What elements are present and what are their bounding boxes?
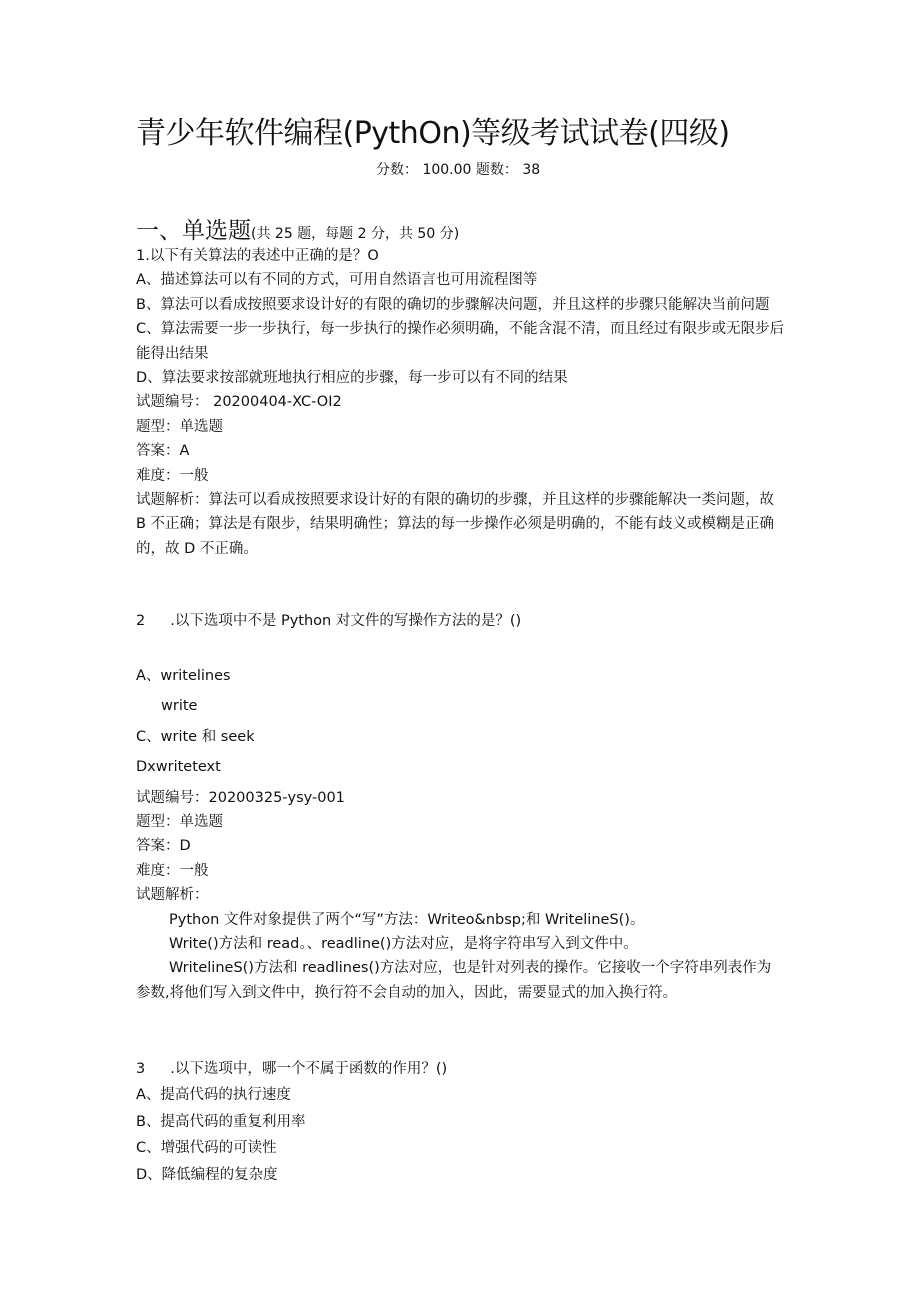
- analysis-line: Write()方法和 read。、readline()方法对应，是将字符串写入到文件中。: [169, 936, 638, 953]
- question-2-options: [136, 664, 788, 1005]
- question-text: .以下选项中不是 Python 对文件的写操作方法的是？(): [170, 613, 522, 629]
- option-c: C、write 和 seek: [136, 728, 255, 745]
- question-difficulty: 难度：一般: [136, 862, 209, 879]
- question-analysis: 试题解析：算法可以看成按照要求设计好的有限的确切的步骤，并且这样的步骤能解决一类问题，故 B 不正确；算法是有限步，结果明确性；算法的每一步操作必须是明确的，不能有歧义或模糊是正确的，故 D 不正确。: [136, 492, 775, 557]
- question-number: 2: [136, 613, 146, 629]
- question-3: [136, 1057, 788, 1187]
- option-b: write: [161, 698, 198, 715]
- option-b: B、提高代码的重复利用率: [136, 1113, 306, 1130]
- question-code: 试题编号： 20200404-XC-OI2: [136, 394, 342, 411]
- question-type: 题型：单选题: [136, 418, 223, 435]
- analysis-label: 试题解析：: [136, 887, 209, 904]
- option-b: B、算法可以看成按照要求设计好的有限的确切的步骤解决问题，并且这样的步骤只能解决当前问题: [136, 296, 770, 313]
- score-and-count: 分数： 100.00 题数： 38: [376, 162, 541, 178]
- question-1: [136, 244, 788, 561]
- question-answer: 答案：A: [136, 443, 190, 460]
- question-stem: [136, 609, 788, 633]
- section-title: 一、单选题: [136, 218, 251, 244]
- question-stem: [136, 1057, 788, 1081]
- question-stem: 1.以下有关算法的表述中正确的是？O: [136, 248, 379, 264]
- question-number: 3: [136, 1061, 146, 1077]
- question-text: .以下选项中，哪一个不属于函数的作用？(): [170, 1061, 448, 1077]
- analysis-line: 参数,将他们写入到文件中，换行符不会自动的加入，因此，需要显式的加入换行符。: [136, 984, 678, 1001]
- option-c: C、算法需要一步一步执行，每一步执行的操作必须明确，不能含混不清，而且经过有限步或无限步后能得出结果: [136, 321, 785, 362]
- option-a: A、提高代码的执行速度: [136, 1087, 291, 1104]
- option-d: D、降低编程的复杂度: [136, 1166, 278, 1183]
- section-note: (共 25 题，每题 2 分，共 50 分): [251, 226, 460, 242]
- option-d: D、算法要求按部就班地执行相应的步骤，每一步可以有不同的结果: [136, 370, 568, 387]
- question-2: [136, 609, 788, 633]
- option-d: Dxwritetext: [136, 759, 221, 776]
- analysis-line: WritelineS()方法和 readlines()方法对应，也是针对列表的操作。它接收一个字符串列表作为: [169, 960, 772, 977]
- exam-title: 青少年软件编程(PythOn)等级考试试卷(四级): [136, 116, 730, 151]
- option-c: C、增强代码的可读性: [136, 1140, 277, 1157]
- option-a: A、描述算法可以有不同的方式，可用自然语言也可用流程图等: [136, 272, 538, 289]
- analysis-line: Python 文件对象提供了两个“写”方法：Writeo&nbsp;和 WritelineS()。: [169, 911, 645, 928]
- question-difficulty: 难度：一般: [136, 467, 209, 484]
- question-code: 试题编号：20200325-ysy-001: [136, 789, 345, 806]
- question-type: 题型：单选题: [136, 814, 223, 831]
- option-a: A、writelines: [136, 668, 231, 684]
- question-answer: 答案：D: [136, 838, 191, 855]
